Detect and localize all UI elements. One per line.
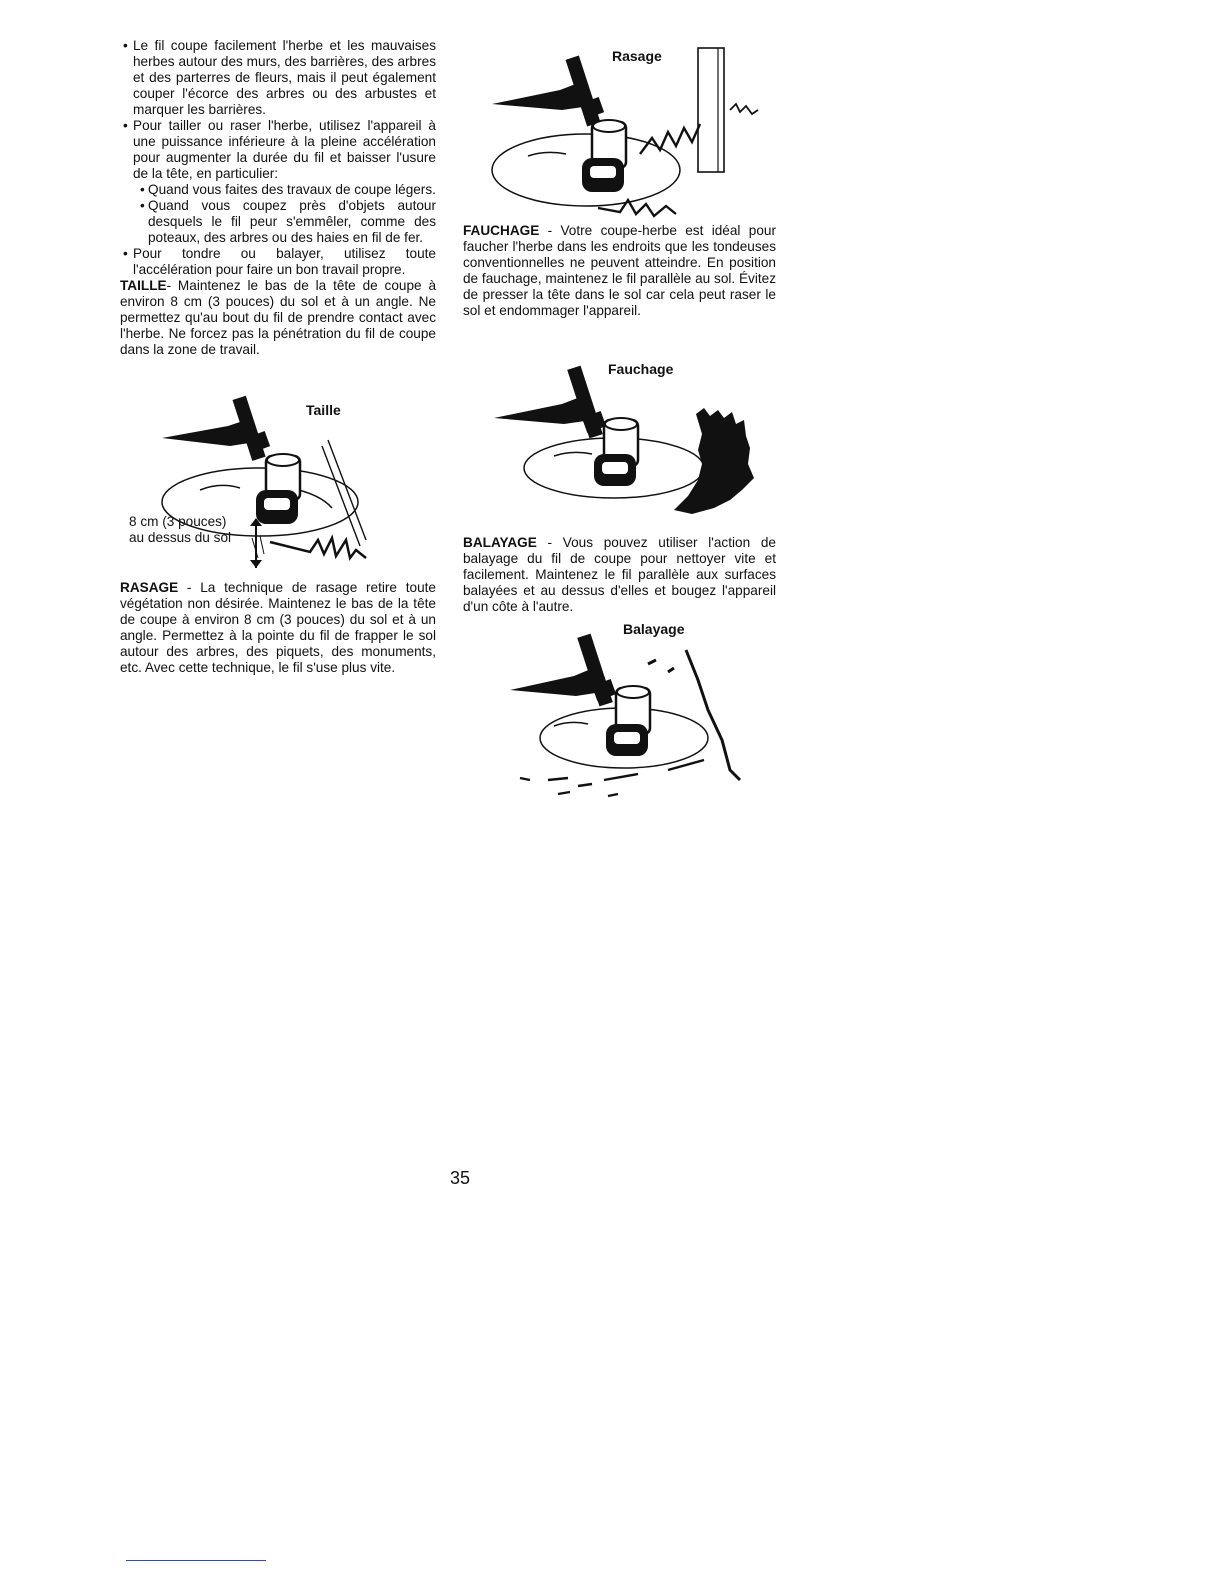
rasage-block — [120, 580, 436, 676]
balayage-paragraph: BALAYAGE - Vous pouvez utiliser l'action de balayage du fil de coupe pour nettoyer vite et facilement. Maintenez le fil parallèle aux surfaces balayées et au dessus d'elles et bougez l'appareil d'un côte à l'autre. — [463, 535, 776, 614]
trimmer-illustration-fauchage — [492, 360, 762, 530]
trimmer-illustration-balayage — [508, 620, 758, 805]
taille-paragraph: TAILLE- Maintenez le bas de la tête de coupe à environ 8 cm (3 pouces) du sol et à un angle. Ne permettez qu'au bout du fil de prendre contact avec l'herbe. Ne forcez pas la pénétration du fil de coupe dans la zone de travail. — [120, 278, 436, 357]
rasage-keyword: RASAGE — [120, 580, 179, 595]
sub-bullet-item: • Quand vous coupez près d'objets autour desquels le fil peur s'emmêler, comme des poteaux, des arbres ou des haies en fil de fer. — [120, 198, 436, 246]
figure-title-balayage: Balayage — [623, 621, 685, 637]
sub-bullet-list — [120, 182, 436, 246]
balayage-keyword: BALAYAGE — [463, 535, 537, 550]
rasage-paragraph: RASAGE - La technique de rasage retire toute végétation non désirée. Maintenez le bas de la tête de coupe à environ 8 cm (3 pouces) du sol et à un angle. Permettez à la pointe du fil de frapper le sol autour des arbres, des piquets, des monuments, etc. Avec cette technique, le fil s'use plus vite. — [120, 580, 436, 675]
bullet-item: • Le fil coupe facilement l'herbe et les mauvaises herbes autour des murs, des barrières, des arbres et des parterres de fleurs, mais il peut également couper l'écorce des arbres ou des arbustes et marquer les barrières. — [120, 38, 436, 118]
left-column — [120, 38, 436, 358]
figure-title-fauchage: Fauchage — [608, 361, 674, 377]
figure-title-taille: Taille — [306, 402, 341, 418]
fauchage-keyword: FAUCHAGE — [463, 223, 540, 238]
trimmer-illustration-rasage — [490, 46, 780, 221]
page-number: 35 — [450, 1168, 471, 1188]
taille-keyword: TAILLE — [120, 278, 167, 293]
figure-title-rasage: Rasage — [612, 48, 662, 64]
bullet-item: • Pour tailler ou raser l'herbe, utilisez l'appareil à une puissance inférieure à la pleine accélération pour augmenter la durée du fil et baisser l'usure de la tête, en particulier: • Quand vous faites des travaux de coupe légers. • Quand vous coupez près d'objets autour desquels le fil peur s'emmêler, comme des poteaux, des arbres ou des haies en fil de fer. — [120, 118, 436, 246]
measurement-label: 8 cm (3 pouces) au dessus du sol — [129, 514, 232, 545]
fauchage-paragraph: FAUCHAGE - Votre coupe-herbe est idéal pour faucher l'herbe dans les endroits que les tondeuses conventionnelles ne peuvent atteindre. En position de fauchage, maintenez le fil parallèle au sol. Évitez de presser la tête dans le sol car cela peut raser le sol et endommager l'appareil. — [463, 223, 776, 318]
bullet-item: • Pour tondre ou balayer, utilisez toute l'accélération pour faire un bon travail propre. — [120, 246, 436, 278]
balayage-block — [463, 535, 776, 615]
trimmer-illustration-taille — [160, 390, 390, 570]
fauchage-block — [463, 223, 776, 319]
bullet-list — [120, 38, 436, 278]
footer-divider — [126, 1560, 266, 1561]
sub-bullet-item: • Quand vous faites des travaux de coupe légers. — [120, 182, 436, 198]
